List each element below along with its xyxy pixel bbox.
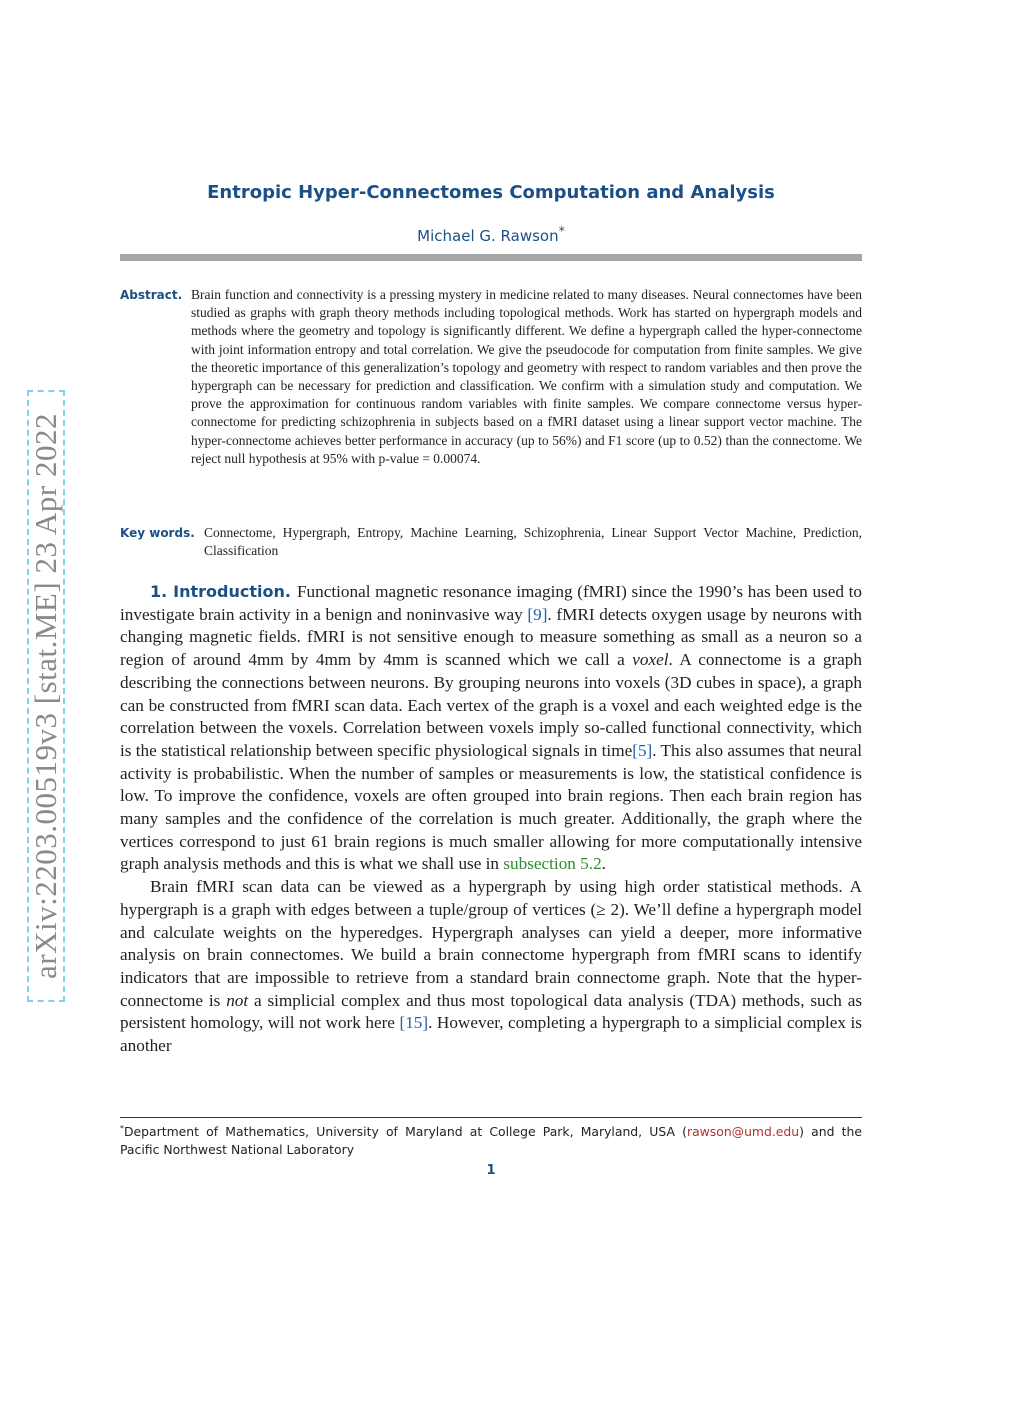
intro-paragraph-1 — [120, 581, 862, 876]
email-link[interactable]: rawson@umd.edu — [686, 1124, 800, 1140]
intro-p1-text-a: Functional magnetic resonance imaging (fMRI) since the 1990’s has been used to investigate brain activity in a benign and noninvasive way — [120, 582, 862, 624]
intro-p1-text-d: . This also assumes that neural activity is probabilistic. When the number of samples or measurements is low, the statistical confidence is low. To improve the confidence, voxels are often grouped into brain regions. Then each brain region has many samples and the confidence of the correlation is much greater. Additionally, the graph where the vertices correspond to just 61 brain regions is much smaller allowing for more computationally intensive graph analysis methods and this is what we shall use in — [120, 740, 863, 874]
intro-p1-text-c: . A connectome is a graph describing the connections between neurons. By grouping neurons into voxels (3D cubes in space), a graph can be constructed from fMRI scan data. Each vertex of the graph is a voxel and each weighted edge is the correlation between the voxels. Correlation between voxels imply so-called functional connectivity, which is the statistical relationship between specific physiological signals in time — [120, 650, 862, 760]
title-rule — [120, 254, 862, 261]
author-name: Michael G. Rawson — [417, 227, 559, 245]
citation-link[interactable]: [15] — [399, 1013, 429, 1033]
arxiv-stamp — [27, 390, 65, 1002]
keywords — [120, 524, 862, 560]
abstract-text: Brain function and connectivity is a pressing mystery in medicine related to many diseases. Neural connectomes have been studied as graphs with graph theory methods including topological methods. Work has started on hypergraph models and methods where the geometry and topology is significantly different. We define a hypergraph called the hyper-connectome with joint information entropy and total correlation. We give the pseudocode for computation from finite samples. We give the theoretic importance of this generalization’s topology and geometry with respect to random variables and then prove the hypergraph can be necessary for prediction and classification. We confirm with a simulation study and computation. We prove the approximation for continuous random variables with finite samples. We compare connectome versus hyper-connectome for predicting schizophrenia in subjects based on a fMRI dataset using a linear support vector machine. The hyper-connectome achieves better performance in accuracy (up to 56%) and F1 score (up to 0.52) than the connectome. We reject null hypothesis at 95% with p-value = 0.00074. — [191, 287, 862, 466]
intro-p2-text-a: Brain fMRI scan data can be viewed as a hypergraph by using high order statistical methods. A hypergraph is a graph with edges between a tuple/group of vertices (≥ 2). We’ll define a hypergraph model and calculate weights on the hyperedges. Hypergraph analyses can yield a deeper, more informative analysis on brain connectomes. We build a brain connectome hypergraph from fMRI scans to identify indicators that are impossible to retrieve from a standard brain connectome graph. Note that the hyper-connectome is — [120, 877, 862, 1010]
intro-paragraph-2 — [120, 876, 862, 1058]
page-number: 1 — [486, 1163, 496, 1178]
keywords-text: Connectome, Hypergraph, Entropy, Machine Learning, Schizophrenia, Linear Support Vector Machine, Prediction, Classification — [204, 525, 862, 559]
intro-p2-text-c: . However, completing a hypergraph to a simplicial complex is another — [120, 1013, 862, 1056]
intro-p2-text-b: a simplicial complex and thus most topological data analysis (TDA) methods, such as persistent homology, will not work here — [120, 990, 863, 1033]
section-heading: 1. Introduction. — [150, 582, 291, 601]
footnote-text-a: Department of Mathematics, University of Maryland at College Park, Maryland, USA ( — [124, 1124, 687, 1140]
introduction-section — [120, 581, 862, 1058]
intro-p1-text-b: . fMRI detects oxygen usage by neurons with changing magnetic fields. fMRI is not sensitive enough to measure something as small as a neuron so a region of around 4mm by 4mm by 4mm is scanned which we call a — [120, 604, 862, 670]
voxel-term: voxel — [632, 650, 669, 670]
footnote — [120, 1120, 862, 1159]
author-line — [120, 223, 862, 245]
subsection-link[interactable]: subsection 5.2 — [503, 854, 602, 874]
abstract-label: Abstract. — [120, 288, 183, 302]
footnote-rule — [120, 1117, 862, 1118]
arxiv-identifier: arXiv:2203.00519v3 [stat.ME] 23 Apr 2022 — [28, 413, 64, 979]
citation-link[interactable]: [9] — [527, 604, 548, 624]
keywords-label: Key words. — [120, 526, 195, 540]
abstract — [120, 286, 862, 468]
paper-title: Entropic Hyper-Connectomes Computation and Analysis — [207, 182, 775, 203]
intro-p1-text-e: . — [601, 854, 606, 874]
author-footnote-mark[interactable]: * — [558, 223, 565, 238]
footnote-text-b: ) and the Pacific Northwest National Laboratory — [120, 1124, 862, 1158]
footnote-mark: * — [120, 1124, 124, 1133]
citation-link[interactable]: [5] — [632, 740, 653, 760]
emphasis-not: not — [226, 990, 249, 1010]
